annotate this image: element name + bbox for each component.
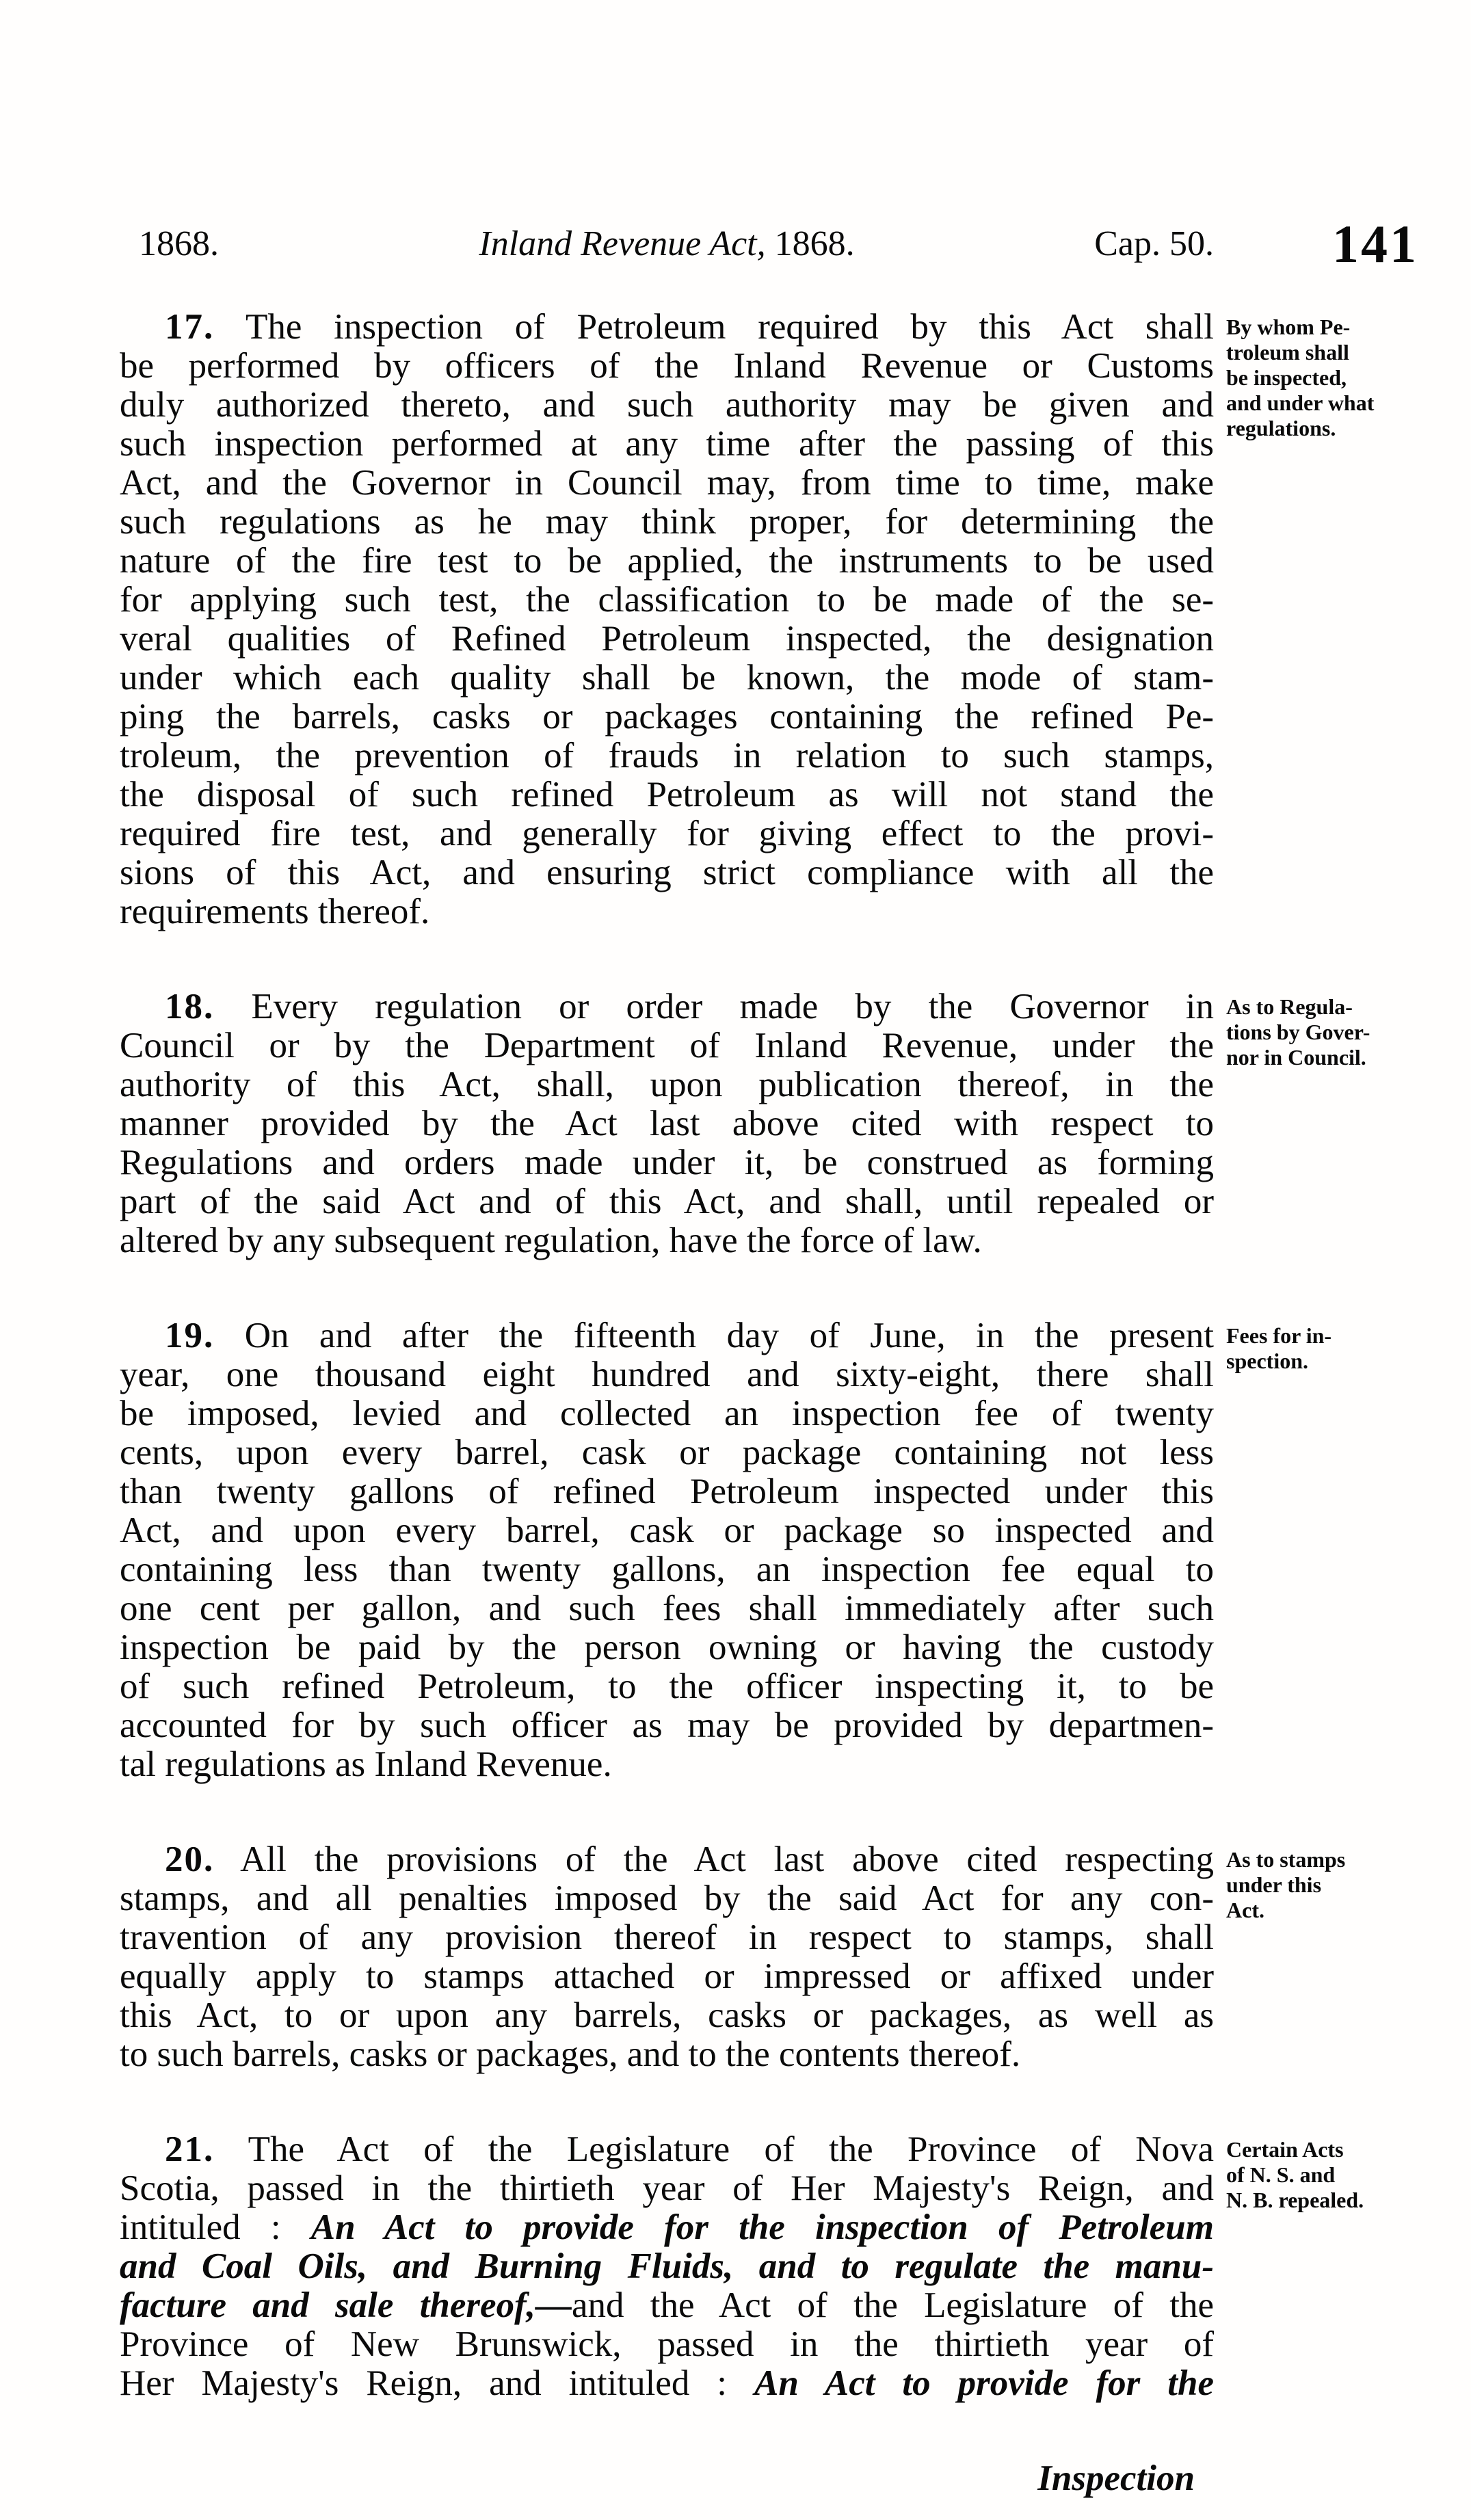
section-line xyxy=(120,1706,1214,1745)
margin-note-line: As to Regula- xyxy=(1226,994,1353,1019)
text-segment: On and after the fifteenth day of June, in the present xyxy=(214,1316,1214,1355)
text-segment: stamps, and all penalties imposed by the said Act for any con- xyxy=(120,1879,1214,1918)
text-segment: authority of this Act, shall, upon publication thereof, in the xyxy=(120,1065,1214,1104)
section-line xyxy=(120,659,1214,698)
section-line xyxy=(120,1918,1214,1957)
text-segment: All the provisions of the Act last above cited respecting xyxy=(214,1840,1214,1879)
section-17 xyxy=(120,307,1375,931)
text-segment: year, one thousand eight hundred and sixty-eight, there shall xyxy=(120,1355,1214,1394)
section-line xyxy=(120,464,1214,503)
text-segment: Act, and the Governor in Council may, from time to time, make xyxy=(120,463,1214,503)
margin-note-line: of N. S. and xyxy=(1226,2162,1336,2187)
margin-note-line: tions by Gover- xyxy=(1226,1020,1370,1044)
section-line xyxy=(120,2208,1214,2247)
section-line xyxy=(120,1026,1214,1065)
text-segment: such regulations as he may think proper, for determining the xyxy=(120,502,1214,542)
header-title-italic: Inland Revenue Act, xyxy=(479,224,766,263)
text-segment: containing less than twenty gallons, an inspection fee equal to xyxy=(120,1550,1214,1589)
text-segment: sions of this Act, and ensuring strict compliance with all the xyxy=(120,853,1214,892)
margin-note-line: Act. xyxy=(1226,1898,1264,1922)
text-segment: and Coal Oils, and Burning Fluids, and to regulate the manu- xyxy=(120,2246,1214,2286)
text-segment: than twenty gallons of refined Petroleum inspected under this xyxy=(120,1472,1214,1511)
text-segment: inspection be paid by the person owning or having the custody xyxy=(120,1628,1214,1667)
section-number: 19. xyxy=(165,1316,215,1355)
section-line xyxy=(120,1745,1214,1784)
section-line xyxy=(120,1433,1214,1472)
section-line xyxy=(120,1355,1214,1394)
section-20 xyxy=(120,1840,1346,2074)
text-segment: equally apply to stamps attached or impressed or affixed under xyxy=(120,1957,1214,1996)
margin-note-line: By whom Pe- xyxy=(1226,315,1351,339)
section-line xyxy=(120,2325,1214,2364)
section-line xyxy=(120,1511,1214,1550)
section-18 xyxy=(120,987,1370,1260)
section-line xyxy=(120,853,1214,892)
text-segment: tal regulations as Inland Revenue. xyxy=(120,1745,612,1784)
margin-note-line: Fees for in- xyxy=(1226,1323,1332,1348)
section-line xyxy=(120,2130,1214,2169)
margin-note xyxy=(1226,2137,1467,2213)
text-segment: The Act of the Legislature of the Province of Nova xyxy=(214,2130,1214,2169)
section-line xyxy=(120,1550,1214,1589)
text-segment: manner provided by the Act last above cited with respect to xyxy=(120,1104,1214,1143)
margin-note xyxy=(1226,1323,1467,1374)
text-segment: for applying such test, the classification to be made of the se- xyxy=(120,580,1214,620)
text-segment: of such refined Petroleum, to the officer inspecting it, to be xyxy=(120,1667,1214,1706)
section-number: 17. xyxy=(165,307,215,347)
section-line xyxy=(120,2364,1214,2403)
text-segment: Act, and upon every barrel, cask or package so inspected and xyxy=(120,1511,1214,1550)
header-year: 1868. xyxy=(139,224,219,263)
section-number: 18. xyxy=(165,987,215,1026)
margin-note-line: and under what xyxy=(1226,390,1375,415)
text-segment: duly authorized thereto, and such authority may be given and xyxy=(120,385,1214,425)
margin-note xyxy=(1226,315,1467,441)
section-line xyxy=(120,2169,1214,2208)
text-segment: this Act, to or upon any barrels, casks or packages, as well as xyxy=(120,1995,1214,2035)
section-line xyxy=(120,775,1214,814)
section-line xyxy=(120,737,1214,775)
text-segment: ping the barrels, casks or packages containing the refined Pe- xyxy=(120,697,1214,737)
text-segment: travention of any provision thereof in respect to stamps, shall xyxy=(120,1918,1214,1957)
text-segment: and the Act of the Legislature of the xyxy=(571,2285,1214,2325)
text-segment: such inspection performed at any time after the passing of this xyxy=(120,424,1214,464)
header-chapter: Cap. 50. xyxy=(1094,224,1214,263)
section-number: 20. xyxy=(165,1840,215,1879)
section-line xyxy=(120,814,1214,853)
margin-note xyxy=(1226,1847,1467,1923)
section-line xyxy=(120,347,1214,386)
margin-note-line: regulations. xyxy=(1226,416,1336,440)
margin-note xyxy=(1226,994,1467,1070)
page-body xyxy=(120,307,1375,2498)
text-segment: nature of the fire test to be applied, the instruments to be used xyxy=(120,541,1214,581)
section-line xyxy=(120,1957,1214,1996)
section-line xyxy=(120,1628,1214,1667)
margin-note-line: As to stamps xyxy=(1226,1847,1346,1872)
header-title-year: 1868. xyxy=(765,224,855,263)
text-segment: cents, upon every barrel, cask or package containing not less xyxy=(120,1433,1214,1472)
section-line xyxy=(120,1221,1214,1260)
text-segment: Province of New Brunswick, passed in the thirtieth year of xyxy=(120,2324,1214,2364)
text-segment: veral qualities of Refined Petroleum inspected, the designation xyxy=(120,619,1214,659)
section-line xyxy=(120,1667,1214,1706)
text-segment: Scotia, passed in the thirtieth year of Her Majesty's Reign, and xyxy=(120,2168,1214,2208)
section-line xyxy=(120,1472,1214,1511)
section-line xyxy=(120,1394,1214,1433)
section-line xyxy=(120,620,1214,659)
text-segment: be performed by officers of the Inland Revenue or Customs xyxy=(120,346,1214,386)
section-line xyxy=(120,1065,1214,1104)
margin-note-line: spection. xyxy=(1226,1349,1308,1373)
text-segment: accounted for by such officer as may be provided by departmen- xyxy=(120,1706,1214,1745)
text-segment: The inspection of Petroleum required by this Act shall xyxy=(214,307,1214,347)
text-segment: under which each quality shall be known, the mode of stam- xyxy=(120,658,1214,698)
section-line xyxy=(120,542,1214,581)
margin-note-line: nor in Council. xyxy=(1226,1045,1366,1070)
catchword: Inspection xyxy=(1037,2458,1195,2498)
text-segment: be imposed, levied and collected an inspection fee of twenty xyxy=(120,1394,1214,1433)
section-21 xyxy=(120,2130,1364,2403)
section-number: 21. xyxy=(165,2130,215,2169)
margin-note-line: troleum shall xyxy=(1226,340,1349,364)
section-line xyxy=(120,1840,1214,1879)
section-line xyxy=(120,1589,1214,1628)
text-segment: facture and sale thereof,— xyxy=(120,2285,572,2325)
text-segment: An Act to provide for the xyxy=(754,2363,1214,2403)
text-segment: An Act to provide for the inspection of Petroleum xyxy=(310,2207,1215,2247)
section-line xyxy=(120,425,1214,464)
text-segment: required fire test, and generally for giving effect to the provi- xyxy=(120,814,1214,853)
section-line xyxy=(120,987,1214,1026)
section-line xyxy=(120,1996,1214,2035)
text-segment: to such barrels, casks or packages, and to the contents thereof. xyxy=(120,2034,1021,2074)
section-line xyxy=(120,1879,1214,1918)
section-line xyxy=(120,2247,1214,2286)
section-line xyxy=(120,698,1214,737)
section-line xyxy=(120,503,1214,542)
section-line xyxy=(120,2286,1214,2325)
text-segment: one cent per gallon, and such fees shall immediately after such xyxy=(120,1589,1214,1628)
text-segment: altered by any subsequent regulation, have the force of law. xyxy=(120,1221,982,1260)
text-segment: requirements thereof. xyxy=(120,892,430,931)
text-segment: troleum, the prevention of frauds in relation to such stamps, xyxy=(120,736,1214,775)
text-segment: Every regulation or order made by the Governor in xyxy=(214,987,1214,1026)
section-line xyxy=(120,308,1214,347)
section-line xyxy=(120,1316,1214,1355)
margin-note-line: Certain Acts xyxy=(1226,2137,1344,2162)
section-line xyxy=(120,892,1214,931)
section-line xyxy=(120,386,1214,425)
margin-note-line: N. B. repealed. xyxy=(1226,2188,1364,2212)
section-line xyxy=(120,1104,1214,1143)
section-line xyxy=(120,2035,1214,2074)
text-segment: intituled : xyxy=(120,2207,311,2247)
text-segment: the disposal of such refined Petroleum as will not stand the xyxy=(120,775,1214,814)
margin-note-line: be inspected, xyxy=(1226,365,1347,390)
section-line xyxy=(120,1143,1214,1182)
section-line xyxy=(120,581,1214,620)
act-sections xyxy=(120,307,1375,2403)
page-header xyxy=(0,214,1471,279)
text-segment: Regulations and orders made under it, be construed as forming xyxy=(120,1143,1214,1182)
section-line xyxy=(120,1182,1214,1221)
text-segment: Her Majesty's Reign, and intituled : xyxy=(120,2363,755,2403)
text-segment: part of the said Act and of this Act, and shall, until repealed or xyxy=(120,1182,1214,1221)
section-19 xyxy=(120,1316,1332,1784)
page-number: 141 xyxy=(1332,214,1418,274)
margin-note-line: under this xyxy=(1226,1872,1322,1897)
text-segment: Council or by the Department of Inland Revenue, under the xyxy=(120,1026,1214,1065)
